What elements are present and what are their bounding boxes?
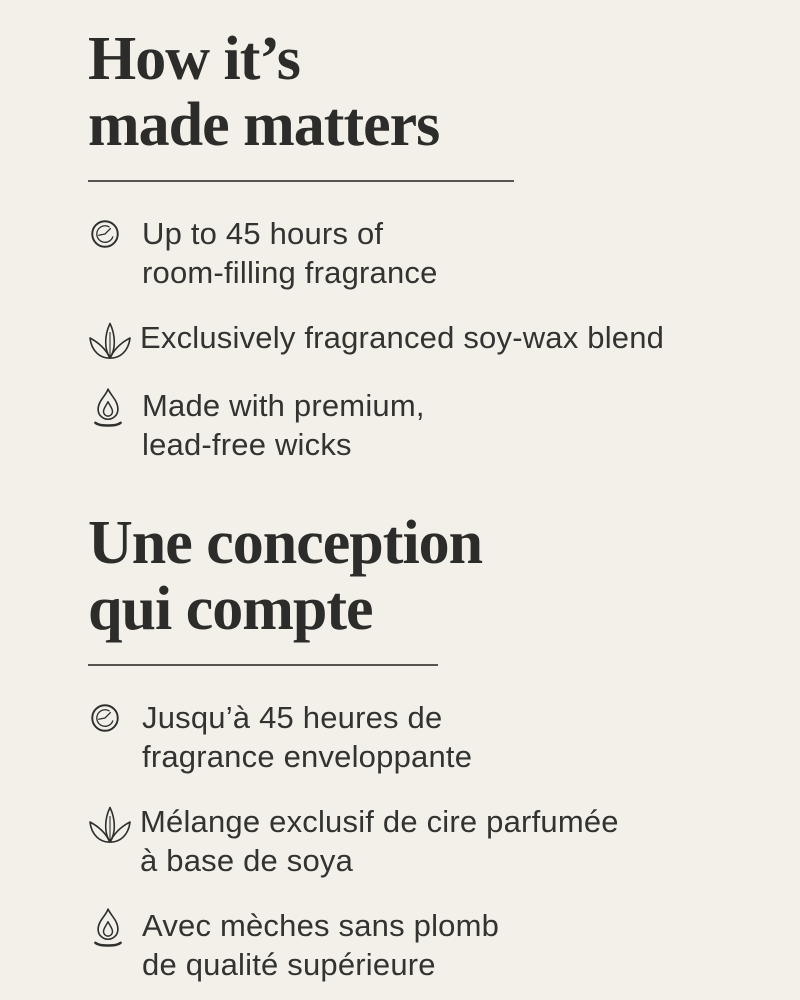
- list-item-line: Avec mèches sans plomb: [142, 908, 500, 943]
- section-french: [88, 510, 760, 984]
- list-item: [88, 802, 760, 880]
- clock-icon: [88, 698, 142, 733]
- list-item-text: [142, 386, 425, 464]
- heading-divider: [88, 664, 438, 666]
- list-item-line: Made with premium,: [142, 388, 425, 423]
- heading-divider: [88, 180, 514, 182]
- section-english: [88, 26, 760, 464]
- section-heading: [88, 510, 760, 642]
- list-item-line: Mélange exclusif de cire parfumée: [140, 804, 619, 839]
- list-item-line: fragrance enveloppante: [142, 739, 473, 774]
- heading-line: Une conception: [88, 509, 483, 577]
- heading-line: How it’s: [88, 25, 300, 93]
- list-item-line: Up to 45 hours of: [142, 216, 384, 251]
- list-item-text: [142, 214, 438, 292]
- leaf-icon: [88, 802, 140, 844]
- list-item-line: Exclusively fragranced soy-wax blend: [140, 320, 665, 355]
- section-heading: [88, 26, 760, 158]
- clock-icon: [88, 214, 142, 249]
- list-item-text: [140, 802, 619, 880]
- flame-icon: [88, 906, 142, 950]
- list-item-text: [142, 906, 499, 984]
- list-item: [88, 698, 760, 776]
- list-item: [88, 214, 760, 292]
- heading-line: made matters: [88, 91, 440, 159]
- list-item-line: de qualité supérieure: [142, 947, 436, 982]
- feature-list: [88, 214, 760, 464]
- heading-line: qui compte: [88, 575, 373, 643]
- leaf-icon: [88, 318, 140, 360]
- list-item-text: [142, 698, 472, 776]
- list-item-text: [140, 318, 664, 357]
- list-item-line: Jusqu’à 45 heures de: [142, 700, 443, 735]
- list-item: [88, 318, 760, 360]
- list-item-line: room-filling fragrance: [142, 255, 438, 290]
- list-item: [88, 906, 760, 984]
- flame-icon: [88, 386, 142, 430]
- list-item-line: lead-free wicks: [142, 427, 352, 462]
- list-item: [88, 386, 760, 464]
- feature-list: [88, 698, 760, 984]
- list-item-line: à base de soya: [140, 843, 354, 878]
